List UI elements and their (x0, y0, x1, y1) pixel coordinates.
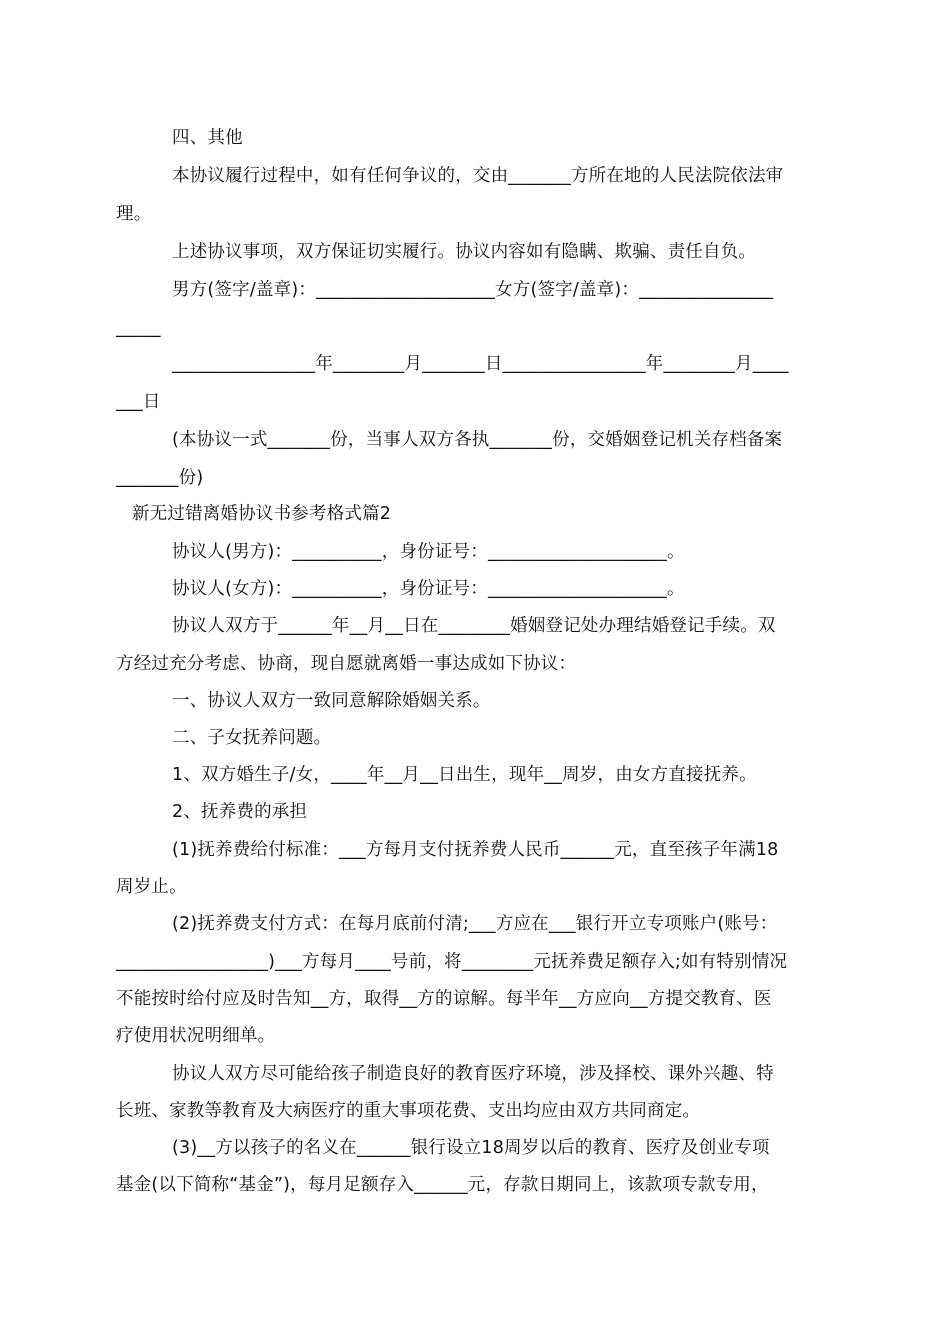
clause-line: 1、双方婚生子/女，____年__月__日出生，现年__周岁，由女方直接抚养。 (172, 765, 757, 785)
signature-line-cont: _____ (116, 318, 161, 338)
paragraph-line: (本协议一式_______份，当事人双方各执_______份，交婚姻登记机关存档备案 (172, 430, 783, 450)
clause-line: 二、子女抚养问题。 (172, 728, 332, 748)
clause-line: (1)抚养费给付标准：___方每月支付抚养费人民币______元，直至孩子年满18 (172, 840, 779, 860)
paragraph-line: 理。 (116, 204, 152, 224)
paragraph-line: _______份) (116, 468, 204, 488)
clause-line: (2)抚养费支付方式：在每月底前付清;___方应在___银行开立专项账户(账号： (172, 914, 778, 934)
date-line-cont: ___日 (116, 392, 161, 412)
clause-line: 一、协议人双方一致同意解除婚姻关系。 (172, 691, 491, 711)
paragraph-line: 方经过充分考虑、协商，现自愿就离婚一事达成如下协议： (116, 654, 577, 674)
paragraph-line: 上述协议事项，双方保证切实履行。协议内容如有隐瞒、欺骗、责任自负。 (172, 242, 757, 262)
section-heading-other: 四、其他 (172, 128, 243, 148)
paragraph-line: 不能按时给付应及时告知__方，取得__方的谅解。每半年__方应向__方提交教育、医 (116, 989, 772, 1009)
paragraph-line: 本协议履行过程中，如有任何争议的，交由_______方所在地的人民法院依法审 (172, 166, 784, 186)
paragraph-line: 疗使用状况明细单。 (116, 1026, 276, 1046)
paragraph-line: 长班、家教等教育及大病医疗的重大事项花费、支出均应由双方共同商定。 (116, 1101, 701, 1121)
date-line: ________________年________月_______日________________年________月____ (172, 354, 789, 374)
clause-line: (3)__方以孩子的名义在______银行设立18周岁以后的教育、医疗及创业专项 (172, 1138, 770, 1158)
paragraph-line: _________________)___方每月____号前，将________元抚养费足额存入;如有特别情况 (116, 952, 788, 972)
paragraph-line: 协议人双方尽可能给孩子制造良好的教育医疗环境，涉及择校、课外兴趣、特 (172, 1064, 774, 1084)
signature-line: 男方(签字/盖章)：____________________女方(签字/盖章)：_______________ (172, 280, 774, 300)
paragraph-line: 协议人双方于______年__月__日在________婚姻登记处办理结婚登记手续。双 (172, 616, 776, 636)
paragraph-line: 周岁止。 (116, 877, 187, 897)
party-line-male: 协议人(男方)：__________，身份证号：____________________。 (172, 542, 685, 562)
party-line-female: 协议人(女方)：__________，身份证号：____________________。 (172, 579, 685, 599)
section-title: 新无过错离婚协议书参考格式篇2 (132, 504, 392, 524)
clause-line: 2、抚养费的承担 (172, 802, 308, 822)
paragraph-line: 基金(以下简称“基金”)，每月足额存入______元，存款日期同上，该款项专款专用， (116, 1175, 769, 1195)
